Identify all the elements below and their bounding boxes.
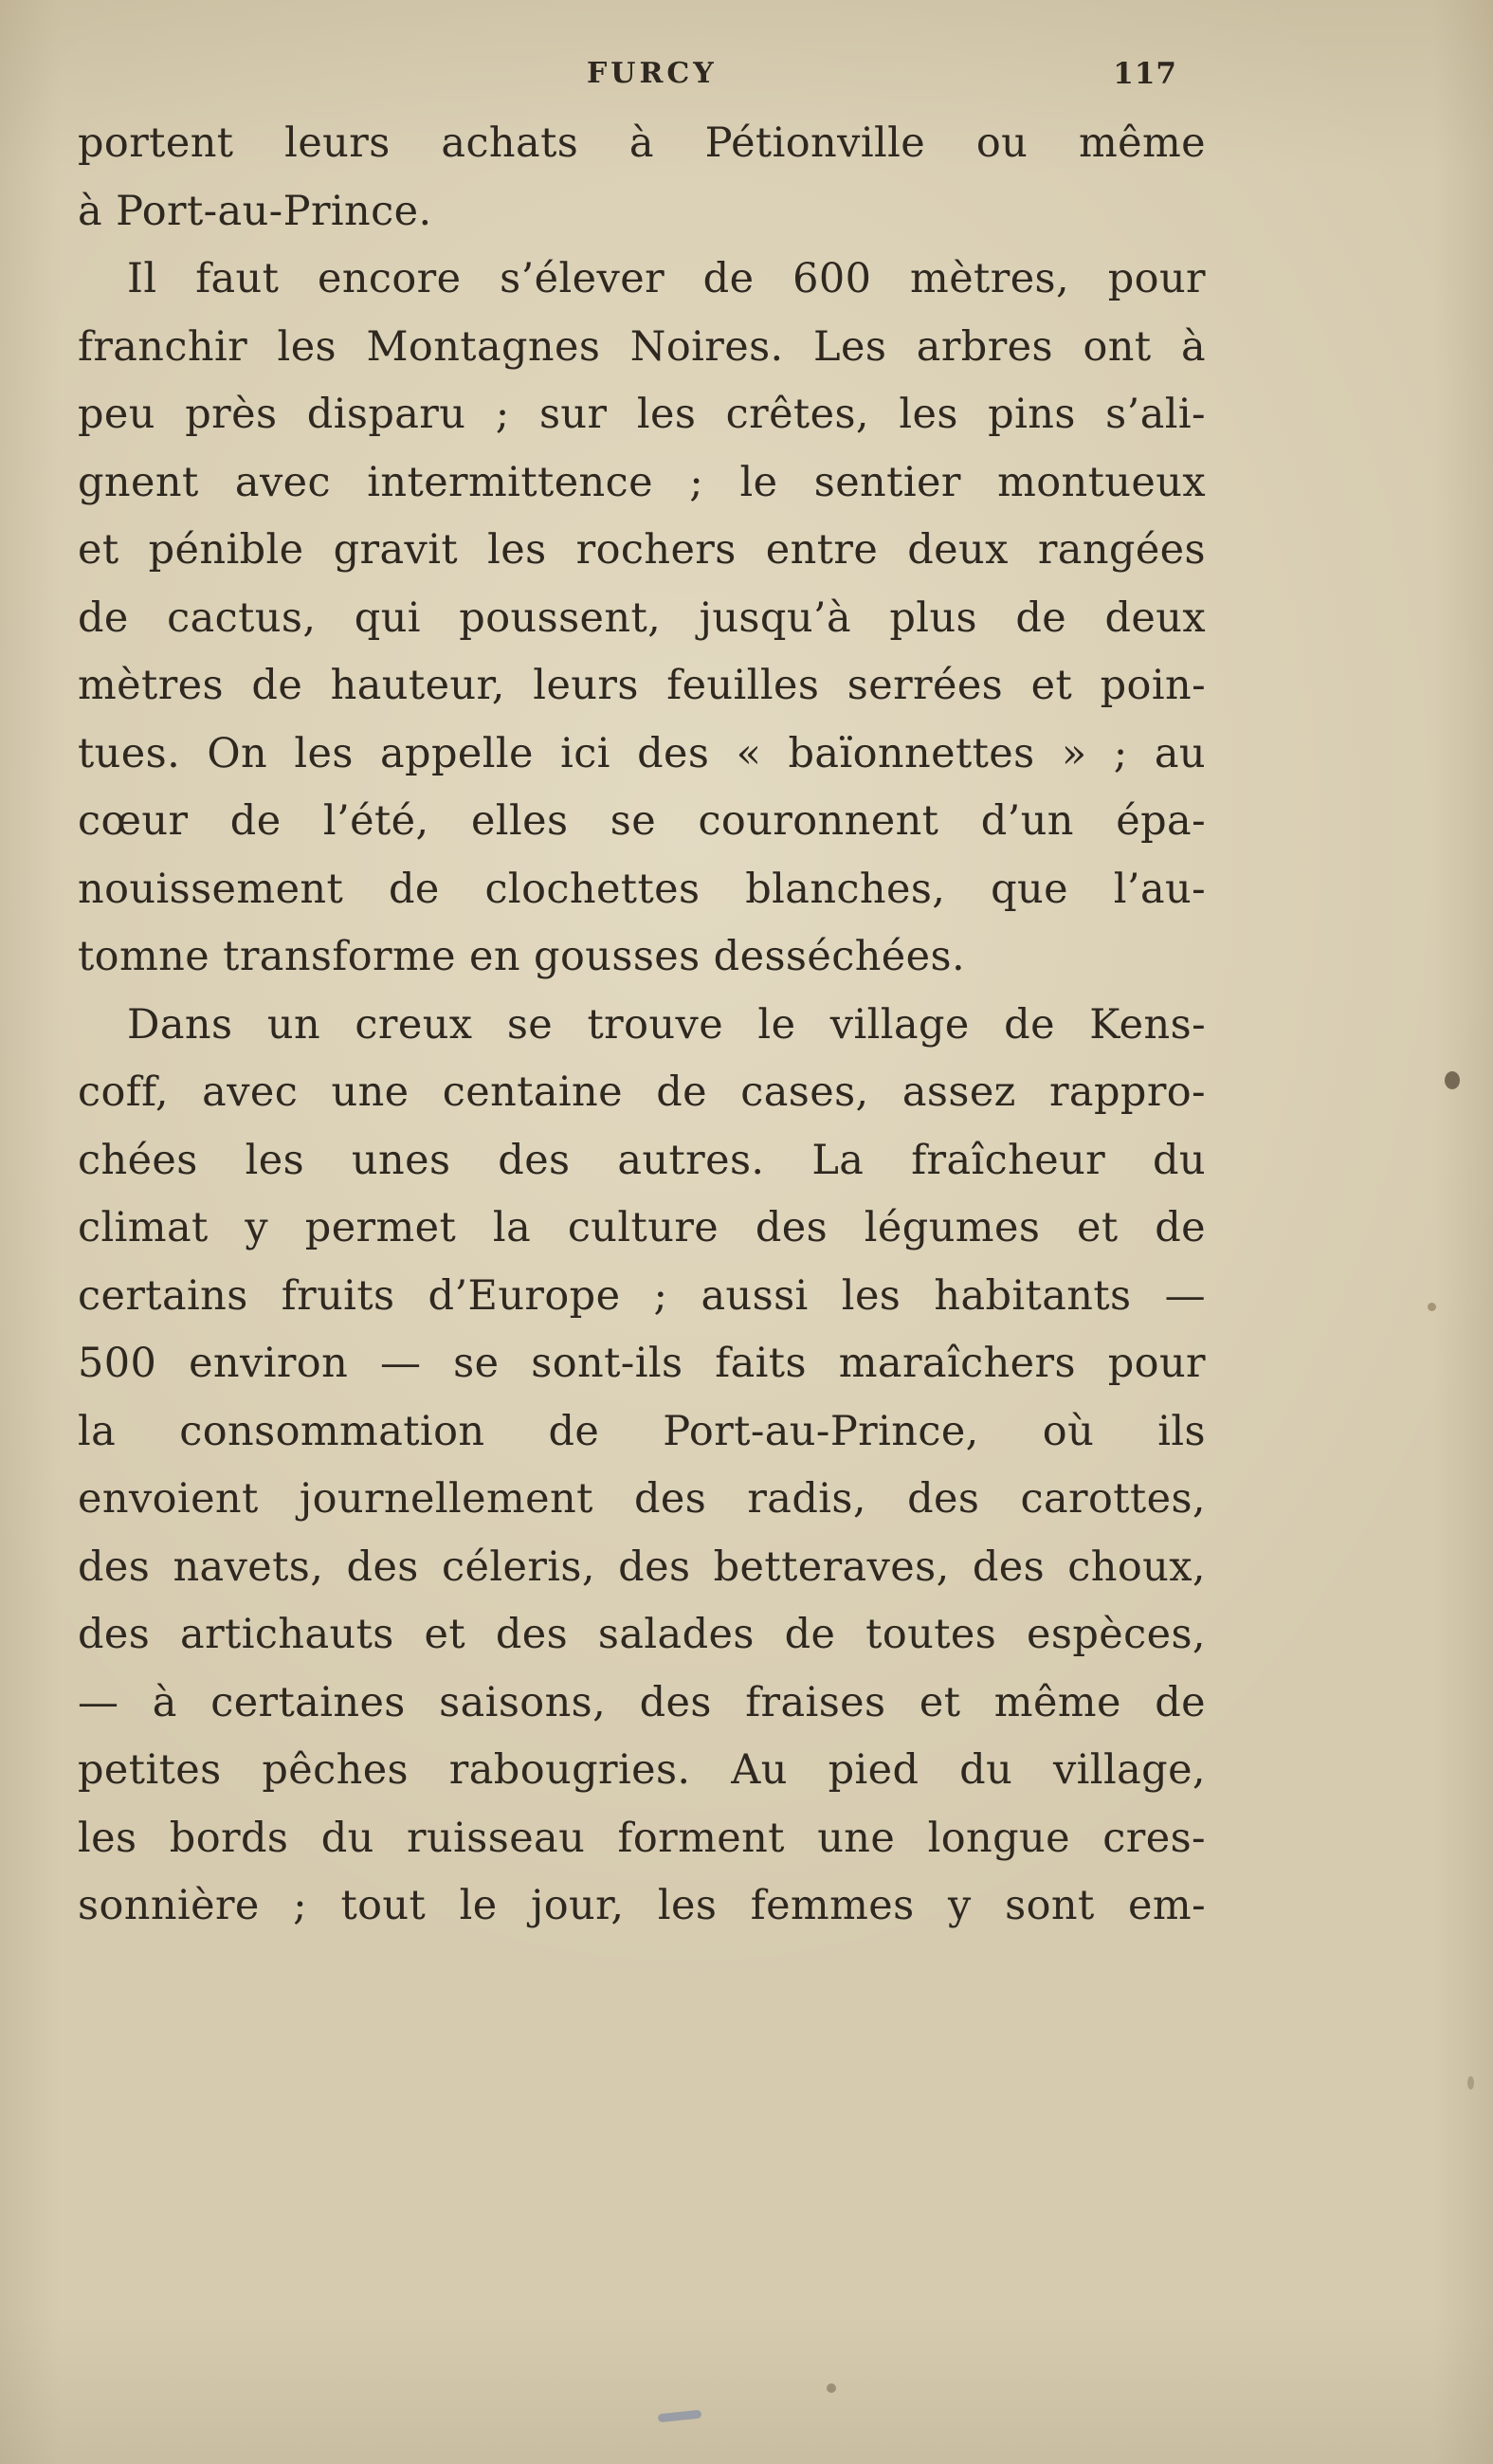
text-line: nouissement de clochettes blanches, que l’au- <box>78 865 1206 913</box>
text-line: les bords du ruisseau forment une longue cres- <box>78 1814 1206 1862</box>
text-line: mètres de hauteur, leurs feuilles serrées et poin- <box>78 662 1206 709</box>
text-line: et pénible gravit les rochers entre deux rangées <box>78 526 1206 574</box>
text-line: tues. On les appelle ici des « baïonnettes » ; au <box>78 729 1206 777</box>
text-line: gnent avec intermittence ; le sentier montueux <box>78 458 1206 506</box>
ink-spot <box>1428 1303 1436 1311</box>
text-line: Dans un creux se trouve le village de Kens- <box>127 1000 1206 1049</box>
text-line: franchir les Montagnes Noires. Les arbres ont à <box>78 322 1206 371</box>
page-header <box>78 57 1206 99</box>
ink-spot <box>827 2383 836 2393</box>
text-line: climat y permet la culture des légumes et de <box>78 1204 1206 1251</box>
text-line: coff, avec une centaine de cases, assez rappro- <box>78 1068 1206 1116</box>
text-line: tomne transforme en gousses desséchées. <box>78 933 966 980</box>
text-line: des navets, des céleris, des betteraves, des choux, <box>78 1542 1206 1591</box>
text-line: la consommation de Port-au-Prince, où ils <box>78 1407 1206 1455</box>
ink-spot <box>1467 2076 1474 2090</box>
text-line: de cactus, qui poussent, jusqu’à plus de deux <box>78 593 1206 642</box>
running-title: FURCY <box>587 57 718 90</box>
text-line: peu près disparu ; sur les crêtes, les pins s’ali- <box>78 391 1206 438</box>
text-line: cœur de l’été, elles se couronnent d’un épa- <box>78 797 1206 845</box>
ink-mark <box>658 2410 702 2423</box>
text-line: 500 environ — se sont-ils faits maraîchers pour <box>78 1340 1206 1387</box>
body-text <box>78 110 1206 1941</box>
text-line: — à certaines saisons, des fraises et même de <box>78 1678 1206 1726</box>
text-line: portent leurs achats à Pétionville ou même <box>78 119 1206 167</box>
text-line: à Port-au-Prince. <box>78 187 432 235</box>
text-line: Il faut encore s’élever de 600 mètres, pour <box>127 255 1206 302</box>
text-line: petites pêches rabougries. Au pied du village, <box>78 1746 1206 1794</box>
text-line: sonnière ; tout le jour, les femmes y sont em- <box>78 1882 1206 1929</box>
text-line: des artichauts et des salades de toutes espèces, <box>78 1611 1206 1658</box>
ink-spot <box>1445 1071 1460 1089</box>
text-line: chées les unes des autres. La fraîcheur du <box>78 1136 1206 1184</box>
page-number: 117 <box>1113 57 1177 91</box>
text-line: envoient journellement des radis, des carottes, <box>78 1475 1206 1523</box>
text-line: certains fruits d’Europe ; aussi les habitants — <box>78 1271 1206 1320</box>
